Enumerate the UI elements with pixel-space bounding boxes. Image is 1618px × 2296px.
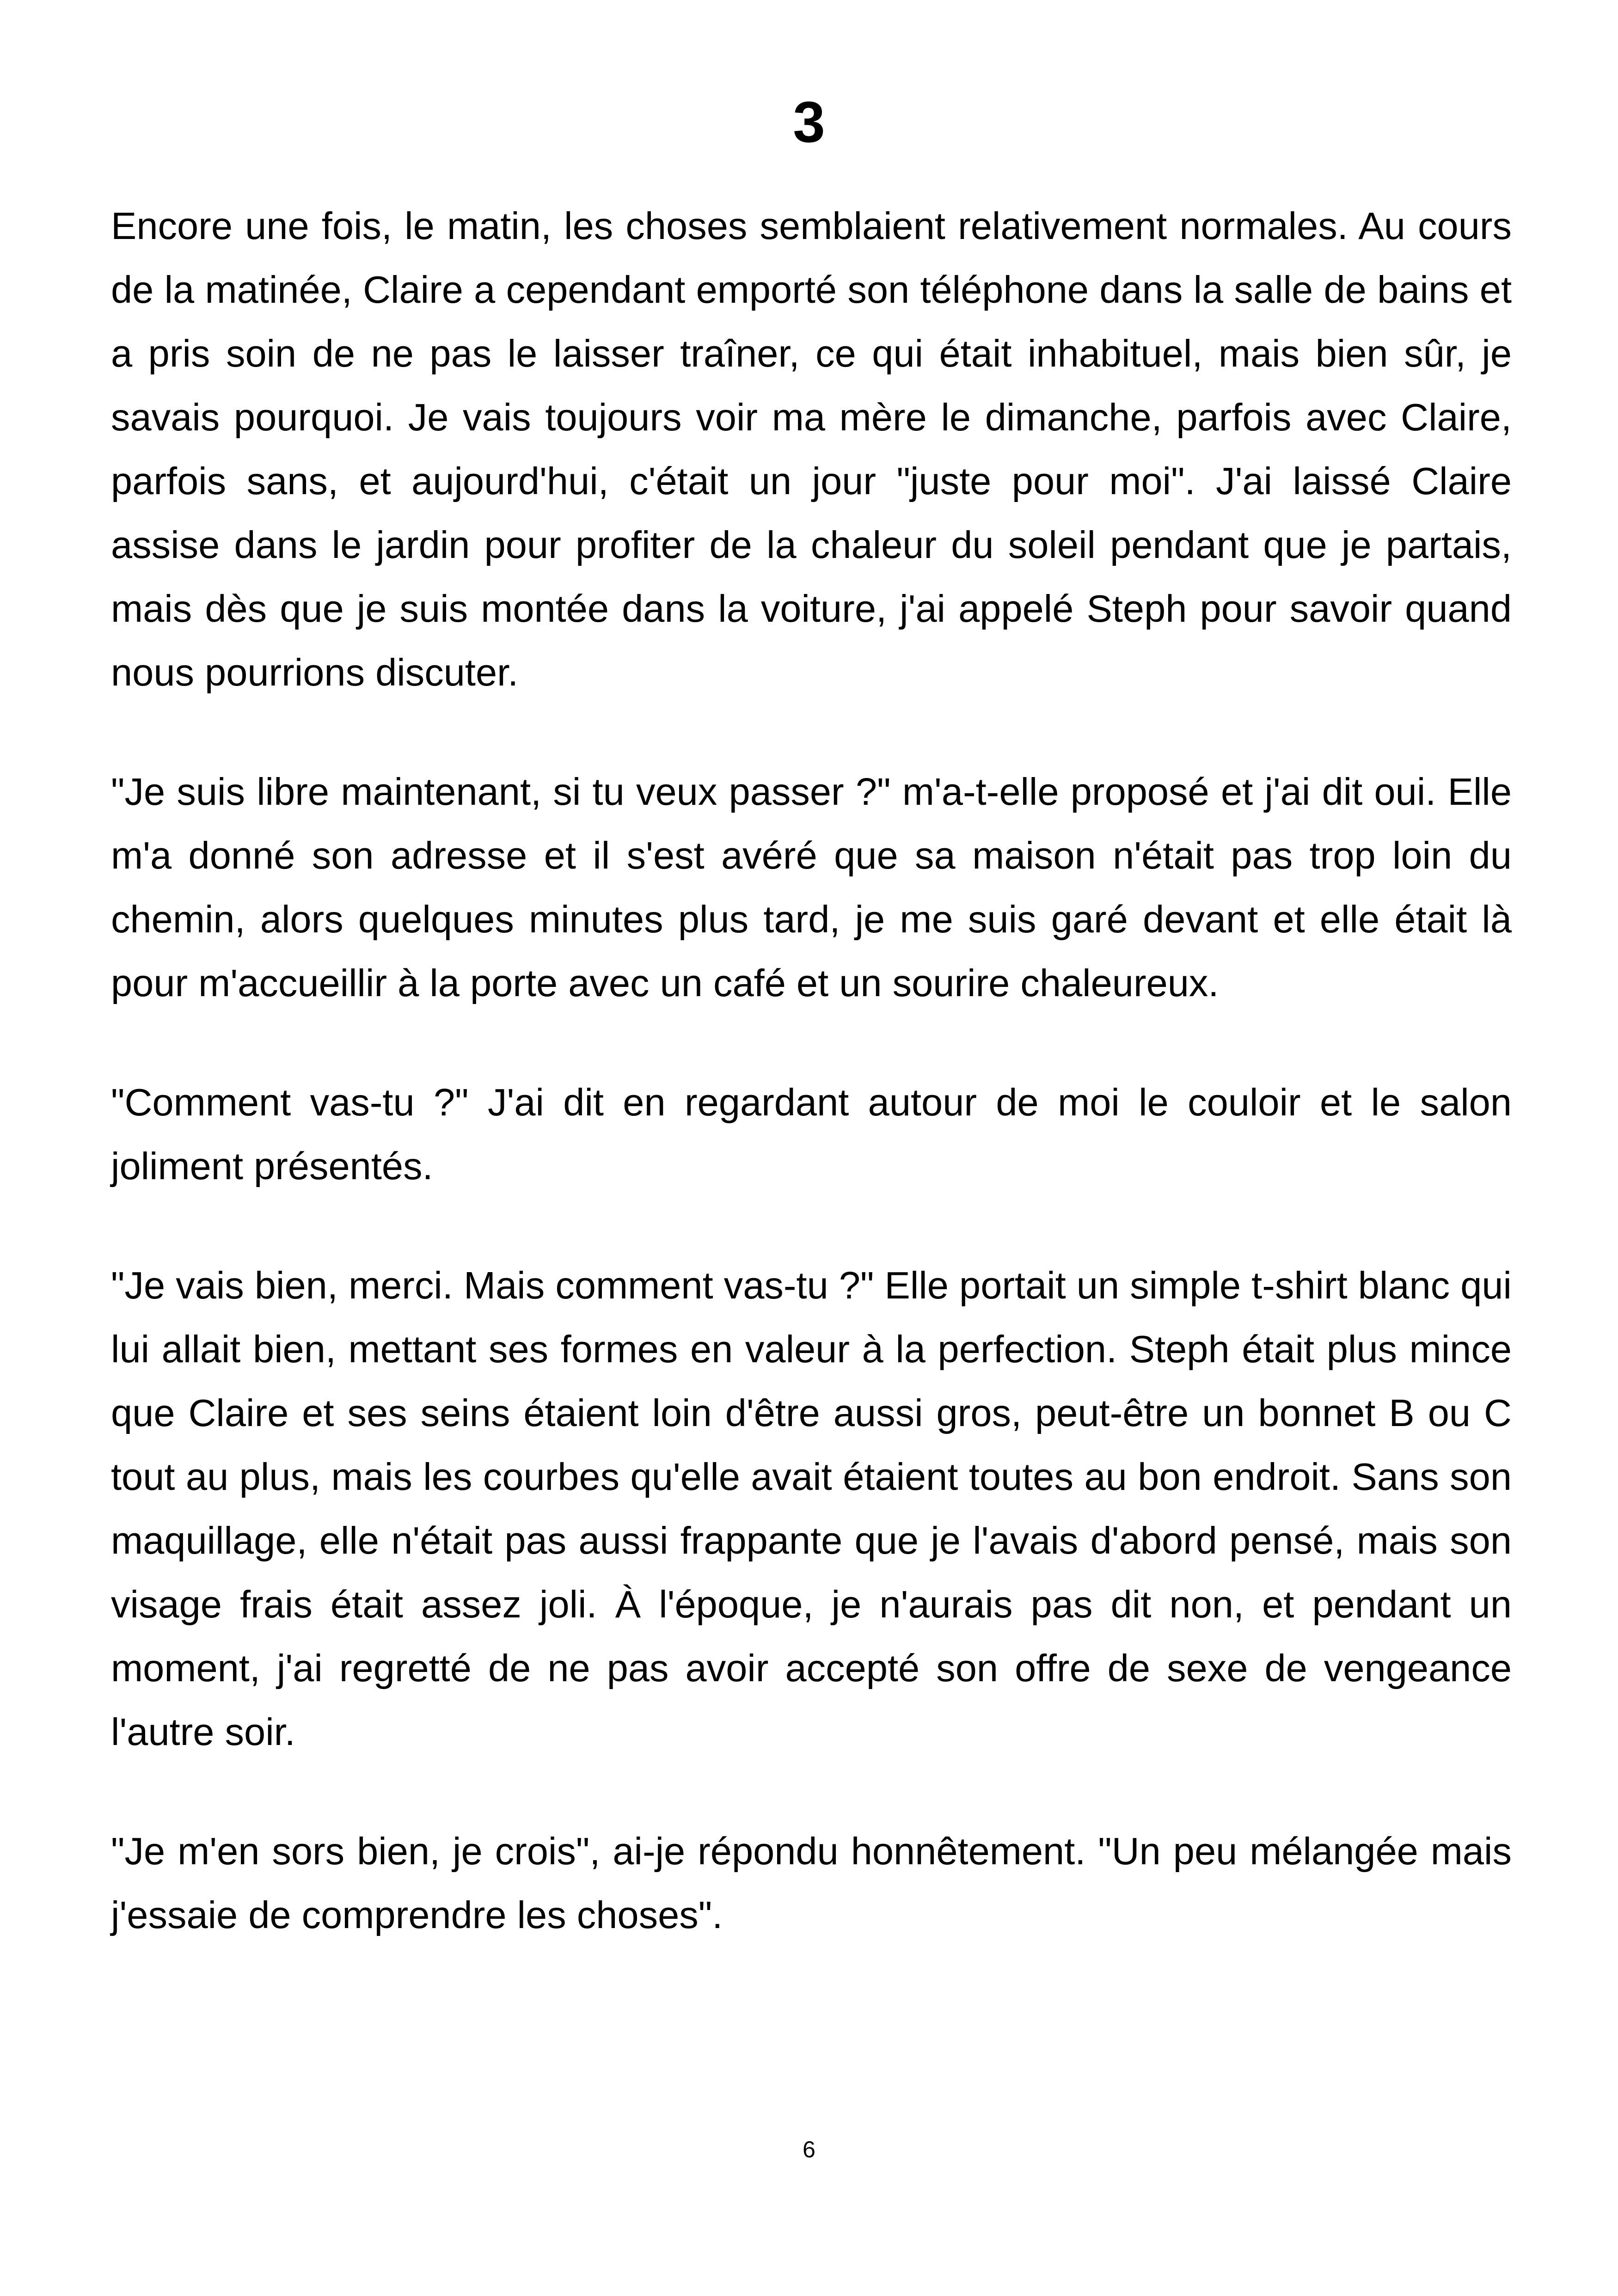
paragraph: "Je vais bien, merci. Mais comment vas-tu ?" Elle portait un simple t-shirt blanc qui lui allait bien, mettant ses formes en valeur à la perfection. Steph était plus mince que Claire et ses seins étaient loin d'être aussi gros, peut-être un bonnet B ou C tout au plus, mais les courbes qu'elle avait étaient toutes au bon endroit. Sans son maquillage, elle n'était pas aussi frappante que je l'avais d'abord pensé, mais son visage frais était assez joli. À l'époque, je n'aurais pas dit non, et pendant un moment, j'ai regretté de ne pas avoir accepté son offre de sexe de vengeance l'autre soir. bbox=[111, 1264, 1512, 1753]
page-number: 6 bbox=[803, 2137, 815, 2162]
chapter-number: 3 bbox=[793, 90, 825, 154]
chapter-body bbox=[111, 194, 1512, 2002]
paragraph: "Je m'en sors bien, je crois", ai-je répondu honnêtement. "Un peu mélangée mais j'essaie de comprendre les choses". bbox=[111, 1830, 1512, 1936]
paragraph: "Je suis libre maintenant, si tu veux passer ?" m'a-t-elle proposé et j'ai dit oui. Elle m'a donné son adresse et il s'est avéré que sa maison n'était pas trop loin du chemin, alors quelques minutes plus tard, je me suis garé devant et elle était là pour m'accueillir à la porte avec un café et un sourire chaleureux. bbox=[111, 770, 1512, 1004]
paragraph: "Comment vas-tu ?" J'ai dit en regardant autour de moi le couloir et le salon joliment présentés. bbox=[111, 1081, 1512, 1188]
paragraph: Encore une fois, le matin, les choses semblaient relativement normales. Au cours de la matinée, Claire a cependant emporté son téléphone dans la salle de bains et a pris soin de ne pas le laisser traîner, ce qui était inhabituel, mais bien sûr, je savais pourquoi. Je vais toujours voir ma mère le dimanche, parfois avec Claire, parfois sans, et aujourd'hui, c'était un jour "juste pour moi". J'ai laissé Claire assise dans le jardin pour profiter de la chaleur du soleil pendant que je partais, mais dès que je suis montée dans la voiture, j'ai appelé Steph pour savoir quand nous pourrions discuter. bbox=[111, 204, 1512, 694]
